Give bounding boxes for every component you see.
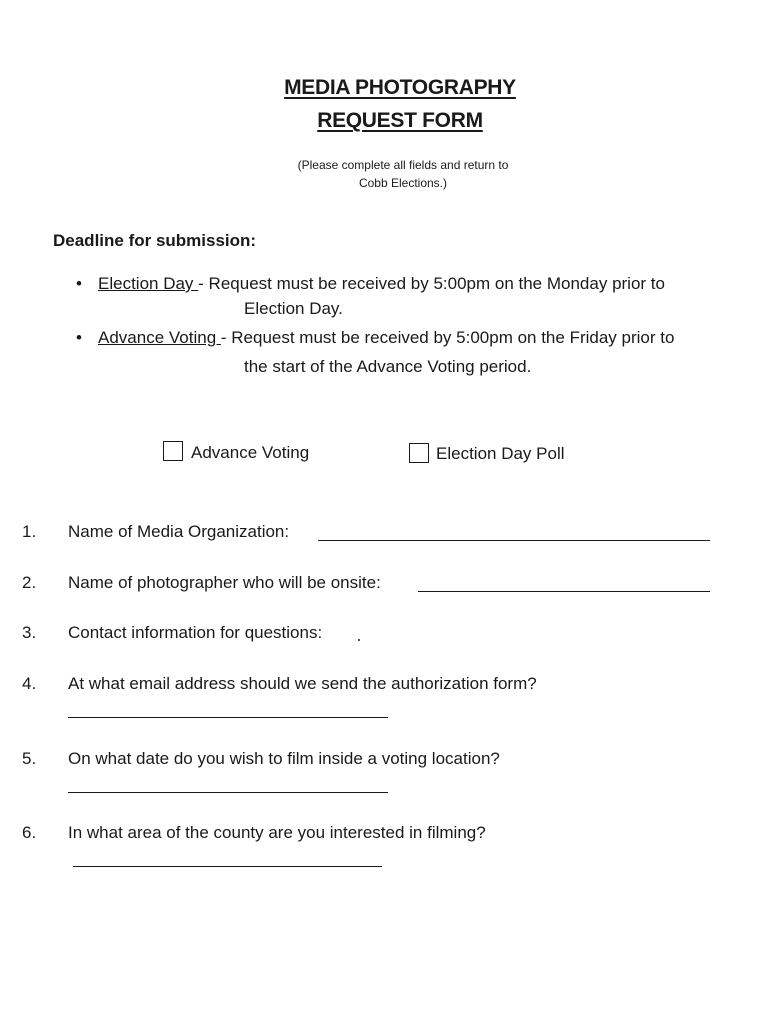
question-text: Name of photographer who will be onsite: xyxy=(68,573,381,592)
filming-date-field[interactable] xyxy=(68,792,388,793)
election-day-poll-checkbox[interactable] xyxy=(409,443,429,463)
contact-info-field[interactable] xyxy=(358,639,360,641)
deadline-label: Advance Voting xyxy=(98,328,221,347)
question-number: 1. xyxy=(22,522,37,541)
election-day-poll-label: Election Day Poll xyxy=(436,444,565,463)
email-address-field[interactable] xyxy=(68,717,388,718)
advance-voting-checkbox[interactable] xyxy=(163,441,183,461)
deadline-item-election-day xyxy=(98,274,665,294)
deadline-text: - Request must be received by 5:00pm on the Friday prior to xyxy=(220,328,675,347)
question-number: 5. xyxy=(22,749,37,768)
deadline-item-advance-voting xyxy=(98,328,674,348)
question-text: Name of Media Organization: xyxy=(68,522,290,541)
question-text: At what email address should we send the authorization form? xyxy=(68,674,537,693)
question-number: 3. xyxy=(22,623,37,642)
deadline-text: - Request must be received by 5:00pm on the Monday prior to xyxy=(198,274,665,293)
question-text: In what area of the county are you interested in filming? xyxy=(68,823,486,842)
question-number: 4. xyxy=(22,674,37,693)
deadline-text-continued: Election Day. xyxy=(244,299,343,318)
form-title-line-2: REQUEST FORM xyxy=(317,109,483,132)
question-text: Contact information for questions: xyxy=(68,623,323,642)
question-text: On what date do you wish to film inside a voting location? xyxy=(68,749,500,768)
bullet-dot: • xyxy=(76,328,82,347)
filming-area-field[interactable] xyxy=(73,866,382,867)
question-number: 6. xyxy=(22,823,37,842)
advance-voting-label: Advance Voting xyxy=(191,443,310,462)
media-organization-field[interactable] xyxy=(318,540,710,541)
instructions-note-line-1: (Please complete all fields and return to xyxy=(297,158,509,172)
form-title-line-1: MEDIA PHOTOGRAPHY xyxy=(284,76,516,99)
deadline-heading: Deadline for submission: xyxy=(53,231,257,250)
deadline-label: Election Day xyxy=(98,274,199,293)
photographer-name-field[interactable] xyxy=(418,591,710,592)
deadline-text-continued: the start of the Advance Voting period. xyxy=(244,357,532,376)
question-number: 2. xyxy=(22,573,37,592)
instructions-note-line-2: Cobb Elections.) xyxy=(358,176,448,190)
bullet-dot: • xyxy=(76,274,82,293)
